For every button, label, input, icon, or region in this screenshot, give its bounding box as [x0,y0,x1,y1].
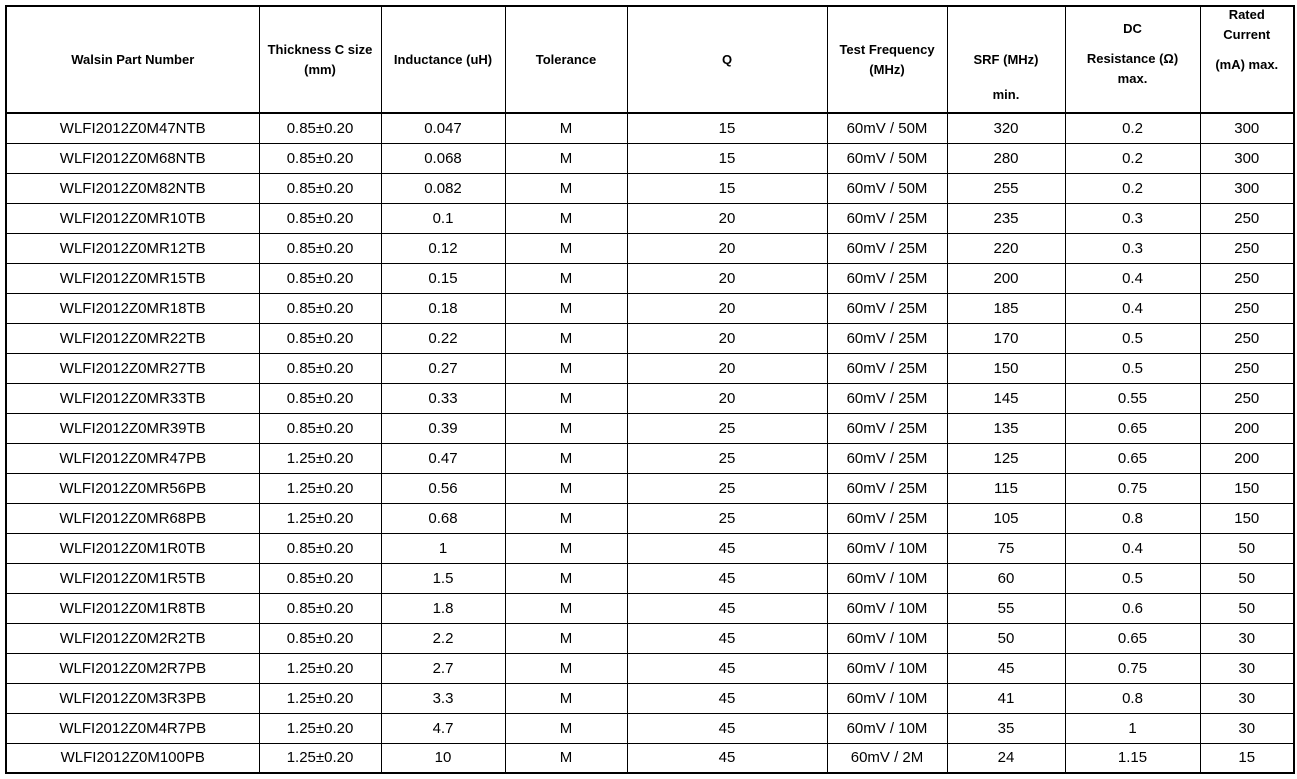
cell-dc-resistance: 0.4 [1065,293,1200,323]
table-row [6,353,1294,383]
cell-inductance: 3.3 [381,683,505,713]
cell-rated-current: 200 [1200,443,1294,473]
cell-dc-resistance: 0.75 [1065,653,1200,683]
cell-q: 20 [627,353,827,383]
cell-tolerance: M [505,173,627,203]
cell-test-frequency: 60mV / 10M [827,683,947,713]
cell-srf: 150 [947,353,1065,383]
cell-inductance: 0.33 [381,383,505,413]
table-row [6,743,1294,773]
cell-inductance: 0.1 [381,203,505,233]
cell-thickness: 0.85±0.20 [259,233,381,263]
header-inductance-label: Inductance (uH) [393,51,493,67]
cell-inductance: 0.68 [381,503,505,533]
header-row [6,6,1294,113]
table-header [6,6,1294,113]
header-rated-current-line-3: (mA) max. [1215,56,1279,72]
cell-thickness: 0.85±0.20 [259,413,381,443]
cell-srf: 75 [947,533,1065,563]
header-dc-resistance-line-3: max. [1117,70,1148,86]
cell-q: 15 [627,113,827,143]
cell-tolerance: M [505,383,627,413]
cell-rated-current: 250 [1200,383,1294,413]
cell-q: 25 [627,473,827,503]
cell-srf: 185 [947,293,1065,323]
cell-rated-current: 200 [1200,413,1294,443]
cell-srf: 255 [947,173,1065,203]
cell-inductance: 0.068 [381,143,505,173]
cell-dc-resistance: 0.3 [1065,233,1200,263]
cell-tolerance: M [505,653,627,683]
cell-thickness: 0.85±0.20 [259,383,381,413]
cell-test-frequency: 60mV / 25M [827,413,947,443]
table-row [6,653,1294,683]
cell-rated-current: 30 [1200,683,1294,713]
cell-dc-resistance: 0.8 [1065,503,1200,533]
cell-q: 45 [627,743,827,773]
cell-srf: 135 [947,413,1065,443]
cell-part-number: WLFI2012Z0M82NTB [6,173,259,203]
table-row [6,473,1294,503]
cell-srf: 35 [947,713,1065,743]
cell-inductance: 0.22 [381,323,505,353]
cell-part-number: WLFI2012Z0MR27TB [6,353,259,383]
cell-dc-resistance: 1.15 [1065,743,1200,773]
header-q-label: Q [721,51,733,67]
cell-test-frequency: 60mV / 25M [827,353,947,383]
cell-rated-current: 50 [1200,533,1294,563]
header-part-number [6,6,259,113]
cell-tolerance: M [505,413,627,443]
cell-tolerance: M [505,353,627,383]
cell-srf: 41 [947,683,1065,713]
cell-rated-current: 30 [1200,653,1294,683]
cell-test-frequency: 60mV / 10M [827,623,947,653]
cell-part-number: WLFI2012Z0MR12TB [6,233,259,263]
table-row [6,263,1294,293]
header-test-frequency-line-2: (MHz) [869,61,905,77]
table-row [6,233,1294,263]
cell-tolerance: M [505,113,627,143]
cell-rated-current: 50 [1200,593,1294,623]
cell-dc-resistance: 0.2 [1065,173,1200,203]
cell-dc-resistance: 0.3 [1065,203,1200,233]
header-srf-line-1: SRF (MHz) [973,52,1039,67]
cell-test-frequency: 60mV / 10M [827,713,947,743]
cell-test-frequency: 60mV / 10M [827,593,947,623]
cell-q: 20 [627,383,827,413]
cell-test-frequency: 60mV / 50M [827,113,947,143]
cell-q: 25 [627,413,827,443]
cell-part-number: WLFI2012Z0M2R7PB [6,653,259,683]
cell-part-number: WLFI2012Z0M68NTB [6,143,259,173]
table-row [6,383,1294,413]
cell-tolerance: M [505,233,627,263]
cell-srf: 320 [947,113,1065,143]
cell-srf: 50 [947,623,1065,653]
cell-q: 25 [627,443,827,473]
cell-srf: 235 [947,203,1065,233]
header-dc-resistance [1065,6,1200,113]
header-thickness-line-1: Thickness C size [267,41,373,57]
cell-test-frequency: 60mV / 50M [827,173,947,203]
cell-inductance: 0.15 [381,263,505,293]
header-test-frequency-line-1: Test Frequency [839,41,935,57]
table-row [6,413,1294,443]
cell-q: 15 [627,143,827,173]
header-srf-line-2: min. [992,87,1020,102]
cell-dc-resistance: 0.5 [1065,353,1200,383]
table-row [6,503,1294,533]
cell-thickness: 0.85±0.20 [259,113,381,143]
cell-test-frequency: 60mV / 25M [827,323,947,353]
cell-inductance: 1.8 [381,593,505,623]
table-row [6,173,1294,203]
cell-test-frequency: 60mV / 2M [827,743,947,773]
table-row [6,293,1294,323]
cell-rated-current: 15 [1200,743,1294,773]
cell-tolerance: M [505,503,627,533]
header-tolerance [505,6,627,113]
cell-thickness: 1.25±0.20 [259,503,381,533]
cell-srf: 200 [947,263,1065,293]
cell-srf: 60 [947,563,1065,593]
cell-tolerance: M [505,683,627,713]
header-test-frequency [827,6,947,113]
cell-part-number: WLFI2012Z0M3R3PB [6,683,259,713]
cell-part-number: WLFI2012Z0M1R0TB [6,533,259,563]
cell-rated-current: 250 [1200,203,1294,233]
cell-dc-resistance: 0.5 [1065,563,1200,593]
cell-srf: 105 [947,503,1065,533]
header-q [627,6,827,113]
cell-dc-resistance: 0.4 [1065,263,1200,293]
cell-rated-current: 250 [1200,353,1294,383]
cell-thickness: 1.25±0.20 [259,743,381,773]
cell-srf: 220 [947,233,1065,263]
cell-q: 45 [627,563,827,593]
cell-test-frequency: 60mV / 25M [827,263,947,293]
cell-rated-current: 300 [1200,173,1294,203]
cell-dc-resistance: 0.4 [1065,533,1200,563]
cell-srf: 45 [947,653,1065,683]
table-row [6,533,1294,563]
cell-inductance: 0.27 [381,353,505,383]
cell-q: 45 [627,593,827,623]
cell-inductance: 0.39 [381,413,505,443]
cell-thickness: 1.25±0.20 [259,443,381,473]
cell-inductance: 4.7 [381,713,505,743]
cell-tolerance: M [505,323,627,353]
cell-rated-current: 250 [1200,263,1294,293]
cell-dc-resistance: 0.65 [1065,413,1200,443]
cell-rated-current: 50 [1200,563,1294,593]
cell-part-number: WLFI2012Z0M4R7PB [6,713,259,743]
cell-q: 15 [627,173,827,203]
cell-part-number: WLFI2012Z0M1R5TB [6,563,259,593]
table-row [6,593,1294,623]
cell-dc-resistance: 0.2 [1065,143,1200,173]
cell-thickness: 0.85±0.20 [259,173,381,203]
cell-tolerance: M [505,743,627,773]
cell-part-number: WLFI2012Z0MR18TB [6,293,259,323]
cell-part-number: WLFI2012Z0MR47PB [6,443,259,473]
cell-dc-resistance: 0.65 [1065,443,1200,473]
cell-thickness: 0.85±0.20 [259,143,381,173]
header-thickness [259,6,381,113]
cell-tolerance: M [505,203,627,233]
cell-srf: 280 [947,143,1065,173]
cell-rated-current: 150 [1200,503,1294,533]
cell-part-number: WLFI2012Z0MR22TB [6,323,259,353]
cell-inductance: 0.56 [381,473,505,503]
table-row [6,683,1294,713]
cell-tolerance: M [505,143,627,173]
cell-inductance: 0.47 [381,443,505,473]
cell-part-number: WLFI2012Z0M1R8TB [6,593,259,623]
cell-thickness: 0.85±0.20 [259,623,381,653]
cell-q: 20 [627,323,827,353]
cell-part-number: WLFI2012Z0MR39TB [6,413,259,443]
cell-test-frequency: 60mV / 25M [827,473,947,503]
cell-q: 45 [627,533,827,563]
cell-rated-current: 150 [1200,473,1294,503]
cell-inductance: 2.2 [381,623,505,653]
cell-inductance: 1.5 [381,563,505,593]
cell-inductance: 1 [381,533,505,563]
cell-thickness: 0.85±0.20 [259,263,381,293]
cell-thickness: 1.25±0.20 [259,473,381,503]
table-row [6,623,1294,653]
table-row [6,443,1294,473]
cell-part-number: WLFI2012Z0MR10TB [6,203,259,233]
cell-part-number: WLFI2012Z0MR68PB [6,503,259,533]
cell-srf: 125 [947,443,1065,473]
cell-inductance: 2.7 [381,653,505,683]
header-rated-current [1200,6,1294,113]
cell-dc-resistance: 0.5 [1065,323,1200,353]
header-thickness-line-2: (mm) [304,61,336,77]
cell-thickness: 0.85±0.20 [259,203,381,233]
cell-inductance: 0.12 [381,233,505,263]
cell-thickness: 0.85±0.20 [259,563,381,593]
cell-q: 20 [627,263,827,293]
cell-rated-current: 300 [1200,113,1294,143]
cell-rated-current: 300 [1200,143,1294,173]
cell-test-frequency: 60mV / 10M [827,533,947,563]
cell-dc-resistance: 0.55 [1065,383,1200,413]
cell-rated-current: 30 [1200,623,1294,653]
cell-thickness: 1.25±0.20 [259,713,381,743]
cell-rated-current: 250 [1200,323,1294,353]
header-dc-resistance-line-1: DC [1123,20,1142,36]
table-row [6,113,1294,143]
cell-test-frequency: 60mV / 25M [827,503,947,533]
cell-dc-resistance: 0.2 [1065,113,1200,143]
cell-inductance: 0.082 [381,173,505,203]
cell-tolerance: M [505,473,627,503]
cell-tolerance: M [505,263,627,293]
cell-thickness: 0.85±0.20 [259,353,381,383]
cell-thickness: 1.25±0.20 [259,683,381,713]
cell-tolerance: M [505,623,627,653]
header-srf [947,6,1065,113]
inductor-spec-table [5,5,1295,774]
cell-srf: 145 [947,383,1065,413]
cell-q: 25 [627,503,827,533]
cell-tolerance: M [505,713,627,743]
cell-q: 45 [627,653,827,683]
cell-dc-resistance: 0.65 [1065,623,1200,653]
cell-dc-resistance: 0.75 [1065,473,1200,503]
cell-thickness: 1.25±0.20 [259,653,381,683]
cell-test-frequency: 60mV / 25M [827,293,947,323]
cell-q: 20 [627,293,827,323]
cell-q: 20 [627,233,827,263]
cell-test-frequency: 60mV / 50M [827,143,947,173]
table-body [6,113,1294,773]
table-row [6,203,1294,233]
cell-tolerance: M [505,293,627,323]
cell-rated-current: 30 [1200,713,1294,743]
cell-test-frequency: 60mV / 25M [827,443,947,473]
cell-part-number: WLFI2012Z0MR15TB [6,263,259,293]
cell-part-number: WLFI2012Z0MR33TB [6,383,259,413]
cell-tolerance: M [505,533,627,563]
cell-test-frequency: 60mV / 25M [827,383,947,413]
cell-test-frequency: 60mV / 10M [827,653,947,683]
table-row [6,713,1294,743]
cell-tolerance: M [505,593,627,623]
cell-dc-resistance: 1 [1065,713,1200,743]
cell-part-number: WLFI2012Z0M2R2TB [6,623,259,653]
cell-q: 45 [627,713,827,743]
cell-q: 20 [627,203,827,233]
table-row [6,563,1294,593]
cell-inductance: 0.047 [381,113,505,143]
cell-part-number: WLFI2012Z0M47NTB [6,113,259,143]
cell-srf: 115 [947,473,1065,503]
table-row [6,143,1294,173]
header-rated-current-line-1: Rated [1228,6,1265,22]
cell-q: 45 [627,623,827,653]
cell-test-frequency: 60mV / 25M [827,203,947,233]
table-row [6,323,1294,353]
cell-dc-resistance: 0.8 [1065,683,1200,713]
cell-test-frequency: 60mV / 25M [827,233,947,263]
cell-tolerance: M [505,563,627,593]
cell-thickness: 0.85±0.20 [259,533,381,563]
cell-q: 45 [627,683,827,713]
cell-part-number: WLFI2012Z0M100PB [6,743,259,773]
cell-rated-current: 250 [1200,293,1294,323]
cell-tolerance: M [505,443,627,473]
cell-rated-current: 250 [1200,233,1294,263]
cell-srf: 55 [947,593,1065,623]
header-dc-resistance-line-2: Resistance (Ω) [1086,50,1179,66]
cell-inductance: 10 [381,743,505,773]
cell-srf: 170 [947,323,1065,353]
cell-thickness: 0.85±0.20 [259,293,381,323]
cell-inductance: 0.18 [381,293,505,323]
cell-thickness: 0.85±0.20 [259,323,381,353]
header-inductance [381,6,505,113]
cell-part-number: WLFI2012Z0MR56PB [6,473,259,503]
header-tolerance-label: Tolerance [535,51,597,67]
cell-dc-resistance: 0.6 [1065,593,1200,623]
header-part-number-label: Walsin Part Number [71,51,195,67]
cell-test-frequency: 60mV / 10M [827,563,947,593]
cell-srf: 24 [947,743,1065,773]
cell-thickness: 0.85±0.20 [259,593,381,623]
header-rated-current-line-2: Current [1223,26,1271,42]
